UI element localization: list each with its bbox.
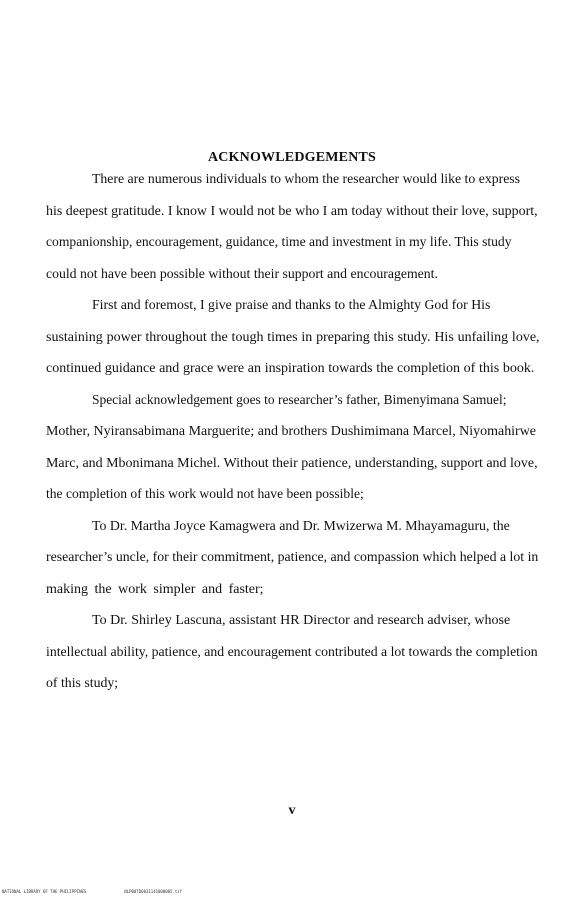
body-line: of this study; [46, 676, 119, 691]
body-line: First and foremost, I give praise and thanks to the Almighty God for His [92, 298, 491, 313]
body-line: his deepest gratitude. I know I would not be who I am today without their love, support, [46, 203, 538, 219]
body-line: making the work simpler and faster; [46, 581, 264, 597]
body-line: researcher’s uncle, for their commitment, patience, and compassion which helped a lot in [46, 550, 539, 565]
body-line: could not have been possible without their support and encouragement. [46, 266, 438, 282]
footer-library-label: NATIONAL LIBRARY OF THE PHILIPPINES [2, 889, 87, 894]
body-line: the completion of this work would not have been possible; [46, 487, 364, 502]
body-line: There are numerous individuals to whom the researcher would like to express [92, 172, 521, 187]
page-number: v [288, 803, 296, 818]
body-line: To Dr. Shirley Lascuna, assistant HR Director and research adviser, whose [92, 613, 511, 628]
scan-footer [2, 889, 182, 894]
body-line: Mother, Nyiransabimana Marguerite; and brothers Dushimimana Marcel, Niyomahirwe [46, 424, 537, 439]
body-line: sustaining power throughout the tough times in preparing this study. His unfailing love, [46, 329, 540, 345]
body-line: Special acknowledgement goes to researcher’s father, Bimenyimana Samuel; [92, 392, 507, 408]
body-line: Marc, and Mbonimana Michel. Without their patience, understanding, support and love, [46, 455, 538, 471]
body-line: intellectual ability, patience, and encouragement contributed a lot towards the completion [46, 644, 538, 660]
page-title: ACKNOWLEDGEMENTS [207, 150, 377, 165]
body-line: companionship, encouragement, guidance, time and investment in my life. This study [46, 235, 512, 250]
body-line: To Dr. Martha Joyce Kamagwera and Dr. Mwizerwa M. Mhayamaguru, the [92, 518, 510, 534]
body-line: continued guidance and grace were an inspiration towards the completion of this book. [46, 361, 535, 376]
footer-file-code: NLP00TD0031141000005.tif [124, 889, 183, 894]
